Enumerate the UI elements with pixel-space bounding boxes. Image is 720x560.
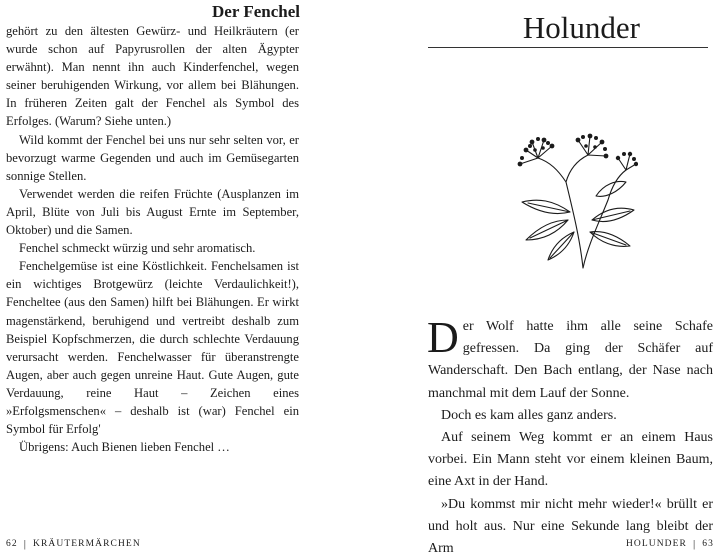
left-footer xyxy=(6,538,141,550)
left-body-text xyxy=(6,22,299,456)
running-head: Der Fenchel xyxy=(212,2,300,21)
chapter-title-rule xyxy=(428,47,708,48)
page-number: 63 xyxy=(702,539,714,549)
right-page xyxy=(360,0,720,556)
paragraph: gehört zu den ältesten Gewürz- und Heilkräutern (er wurde schon auf Papyrusrollen der alten Ägypter erwähnt). Man nennt ihn auch Kinderfenchel, wegen seiner beruhigenden Wirkung, vor allem bei Blähungen. In früheren Zeiten galt der Fenchel als Symbol des Erfolges. (Warum? Siehe unten.) xyxy=(6,24,299,129)
chapter-title: Holunder xyxy=(522,10,640,45)
footer-label: HOLUNDER xyxy=(625,539,687,549)
paragraph: Fenchelgemüse ist eine Köstlichkeit. Fenchelsamen ist ein wichtiges Brotgewürz (leichte Verdaulichkeit!), Fencheltee (aus den Samen) hilft bei Blähungen. Er wirkt magenstärkend, beruhigend und vertreibt deshalb zum Beispiel Kopfschmerzen, die durch schlechte Verdauung verursacht werden. Fenchelwasser für überanstrengte Augen, aber auch gegen unreine Haut. Gute Augen, gute Verdauung, reine Haut – Zeichen eines »Erfolgsmenschen« – deshalb ist (war) Fenchel ein Symbol für Erfolg' xyxy=(6,259,299,437)
footer-separator: | xyxy=(692,538,697,550)
paragraph: Verwendet werden die reifen Früchte (Ausplanzen im April, Blüte von Juli bis August Ernte im September, Oktober) und die Samen. xyxy=(6,186,299,238)
paragraph: Doch es kam alles ganz anders. xyxy=(441,407,617,423)
dropcap: D xyxy=(427,313,459,362)
paragraph: Fenchel schmeckt würzig und sehr aromatisch. xyxy=(19,241,256,256)
paragraph: Wild kommt der Fenchel bei uns nur sehr selten vor, er bevorzugt warme Gegenden und auch im Gemüsegarten sonnige Stellen. xyxy=(6,132,299,183)
right-footer xyxy=(626,538,714,550)
footer-separator: | xyxy=(23,538,28,550)
right-body-text xyxy=(427,313,713,560)
elder-plant-icon xyxy=(508,120,638,270)
paragraph: »Du kommst mir nicht mehr wieder!« brüllt er und holt aus. Nur eine Sekunde lang bleibt der Arm xyxy=(428,496,713,557)
footer-label: KRÄUTERMÄRCHEN xyxy=(33,539,141,549)
paragraph xyxy=(427,313,713,405)
paragraph-text: er Wolf hatte ihm alle seine Schafe gefressen. Da ging der Schäfer auf Wanderschaft. Den Bach entlang, der Nase nach manchmal mit dem Lauf der Sonne. xyxy=(428,319,713,401)
page-number: 62 xyxy=(6,539,18,549)
paragraph: Auf seinem Weg kommt er an einem Haus vorbei. Ein Mann steht vor einem kleinen Baum, eine Axt in der Hand. xyxy=(428,430,713,490)
paragraph: Übrigens: Auch Bienen lieben Fenchel … xyxy=(19,440,230,455)
left-page xyxy=(0,0,360,556)
